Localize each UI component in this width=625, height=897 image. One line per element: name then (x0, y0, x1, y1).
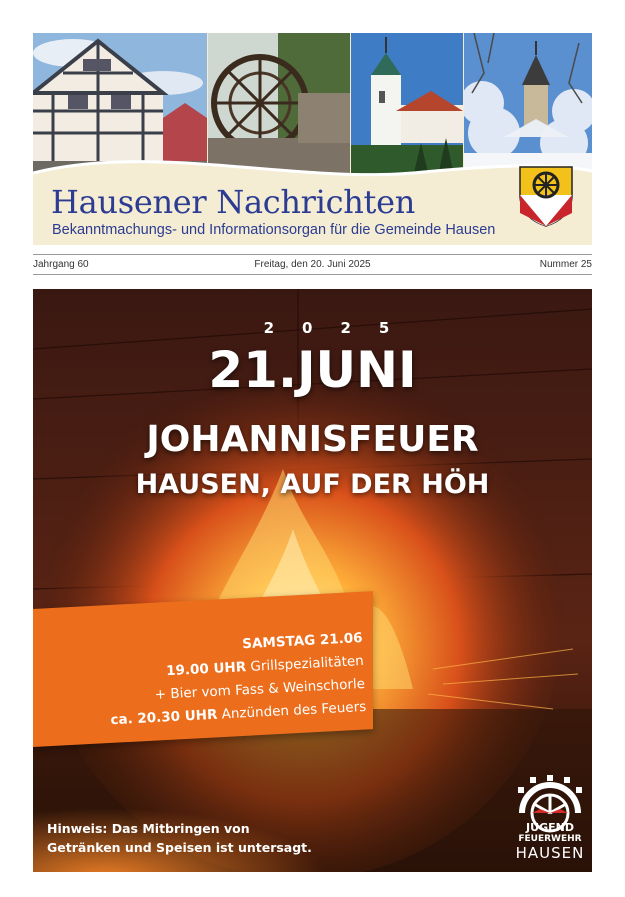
schedule-line-1-text: Grillspezialitäten (250, 652, 365, 675)
poster-location: HAUSEN, AUF DER HÖH (135, 469, 490, 500)
notice-line-2: Getränken und Speisen ist untersagt. (47, 840, 312, 855)
issue-number: Nummer 25 (539, 259, 592, 270)
schedule-text (106, 627, 366, 732)
schedule-line-1-time: 19.00 UHR (165, 659, 247, 680)
issue-info-bar (33, 254, 592, 275)
poster-date: 21.JUNI (208, 341, 417, 399)
notice-line-1: Hinweis: Das Mitbringen von (47, 821, 250, 836)
issue-date: Freitag, den 20. Juni 2025 (254, 259, 371, 270)
schedule-line-3-time: ca. 20.30 UHR (110, 706, 218, 729)
newspaper-subtitle: Bekanntmachungs- und Informationsorgan für die Gemeinde Hausen (52, 222, 496, 238)
logo-line-3: HAUSEN (515, 844, 585, 862)
poster-event-title: JOHANNISFEUER (146, 419, 479, 460)
schedule-day: SAMSTAG 21.06 (241, 629, 363, 653)
municipal-coat-of-arms-icon (517, 165, 575, 227)
event-poster (33, 289, 592, 872)
logo-line-2: FEUERWEHR (518, 834, 582, 844)
logo-line-1: JUGEND (526, 821, 574, 834)
schedule-line-2: + Bier vom Fass & Weinschorle (154, 675, 366, 703)
poster-year: 2025 (263, 319, 418, 337)
schedule-line-3-text: Anzünden des Feuers (221, 698, 367, 723)
notice-text (47, 819, 312, 857)
masthead (33, 33, 592, 245)
newspaper-title: Hausener Nachrichten (51, 183, 416, 221)
issue-volume: Jahrgang 60 (33, 259, 89, 270)
